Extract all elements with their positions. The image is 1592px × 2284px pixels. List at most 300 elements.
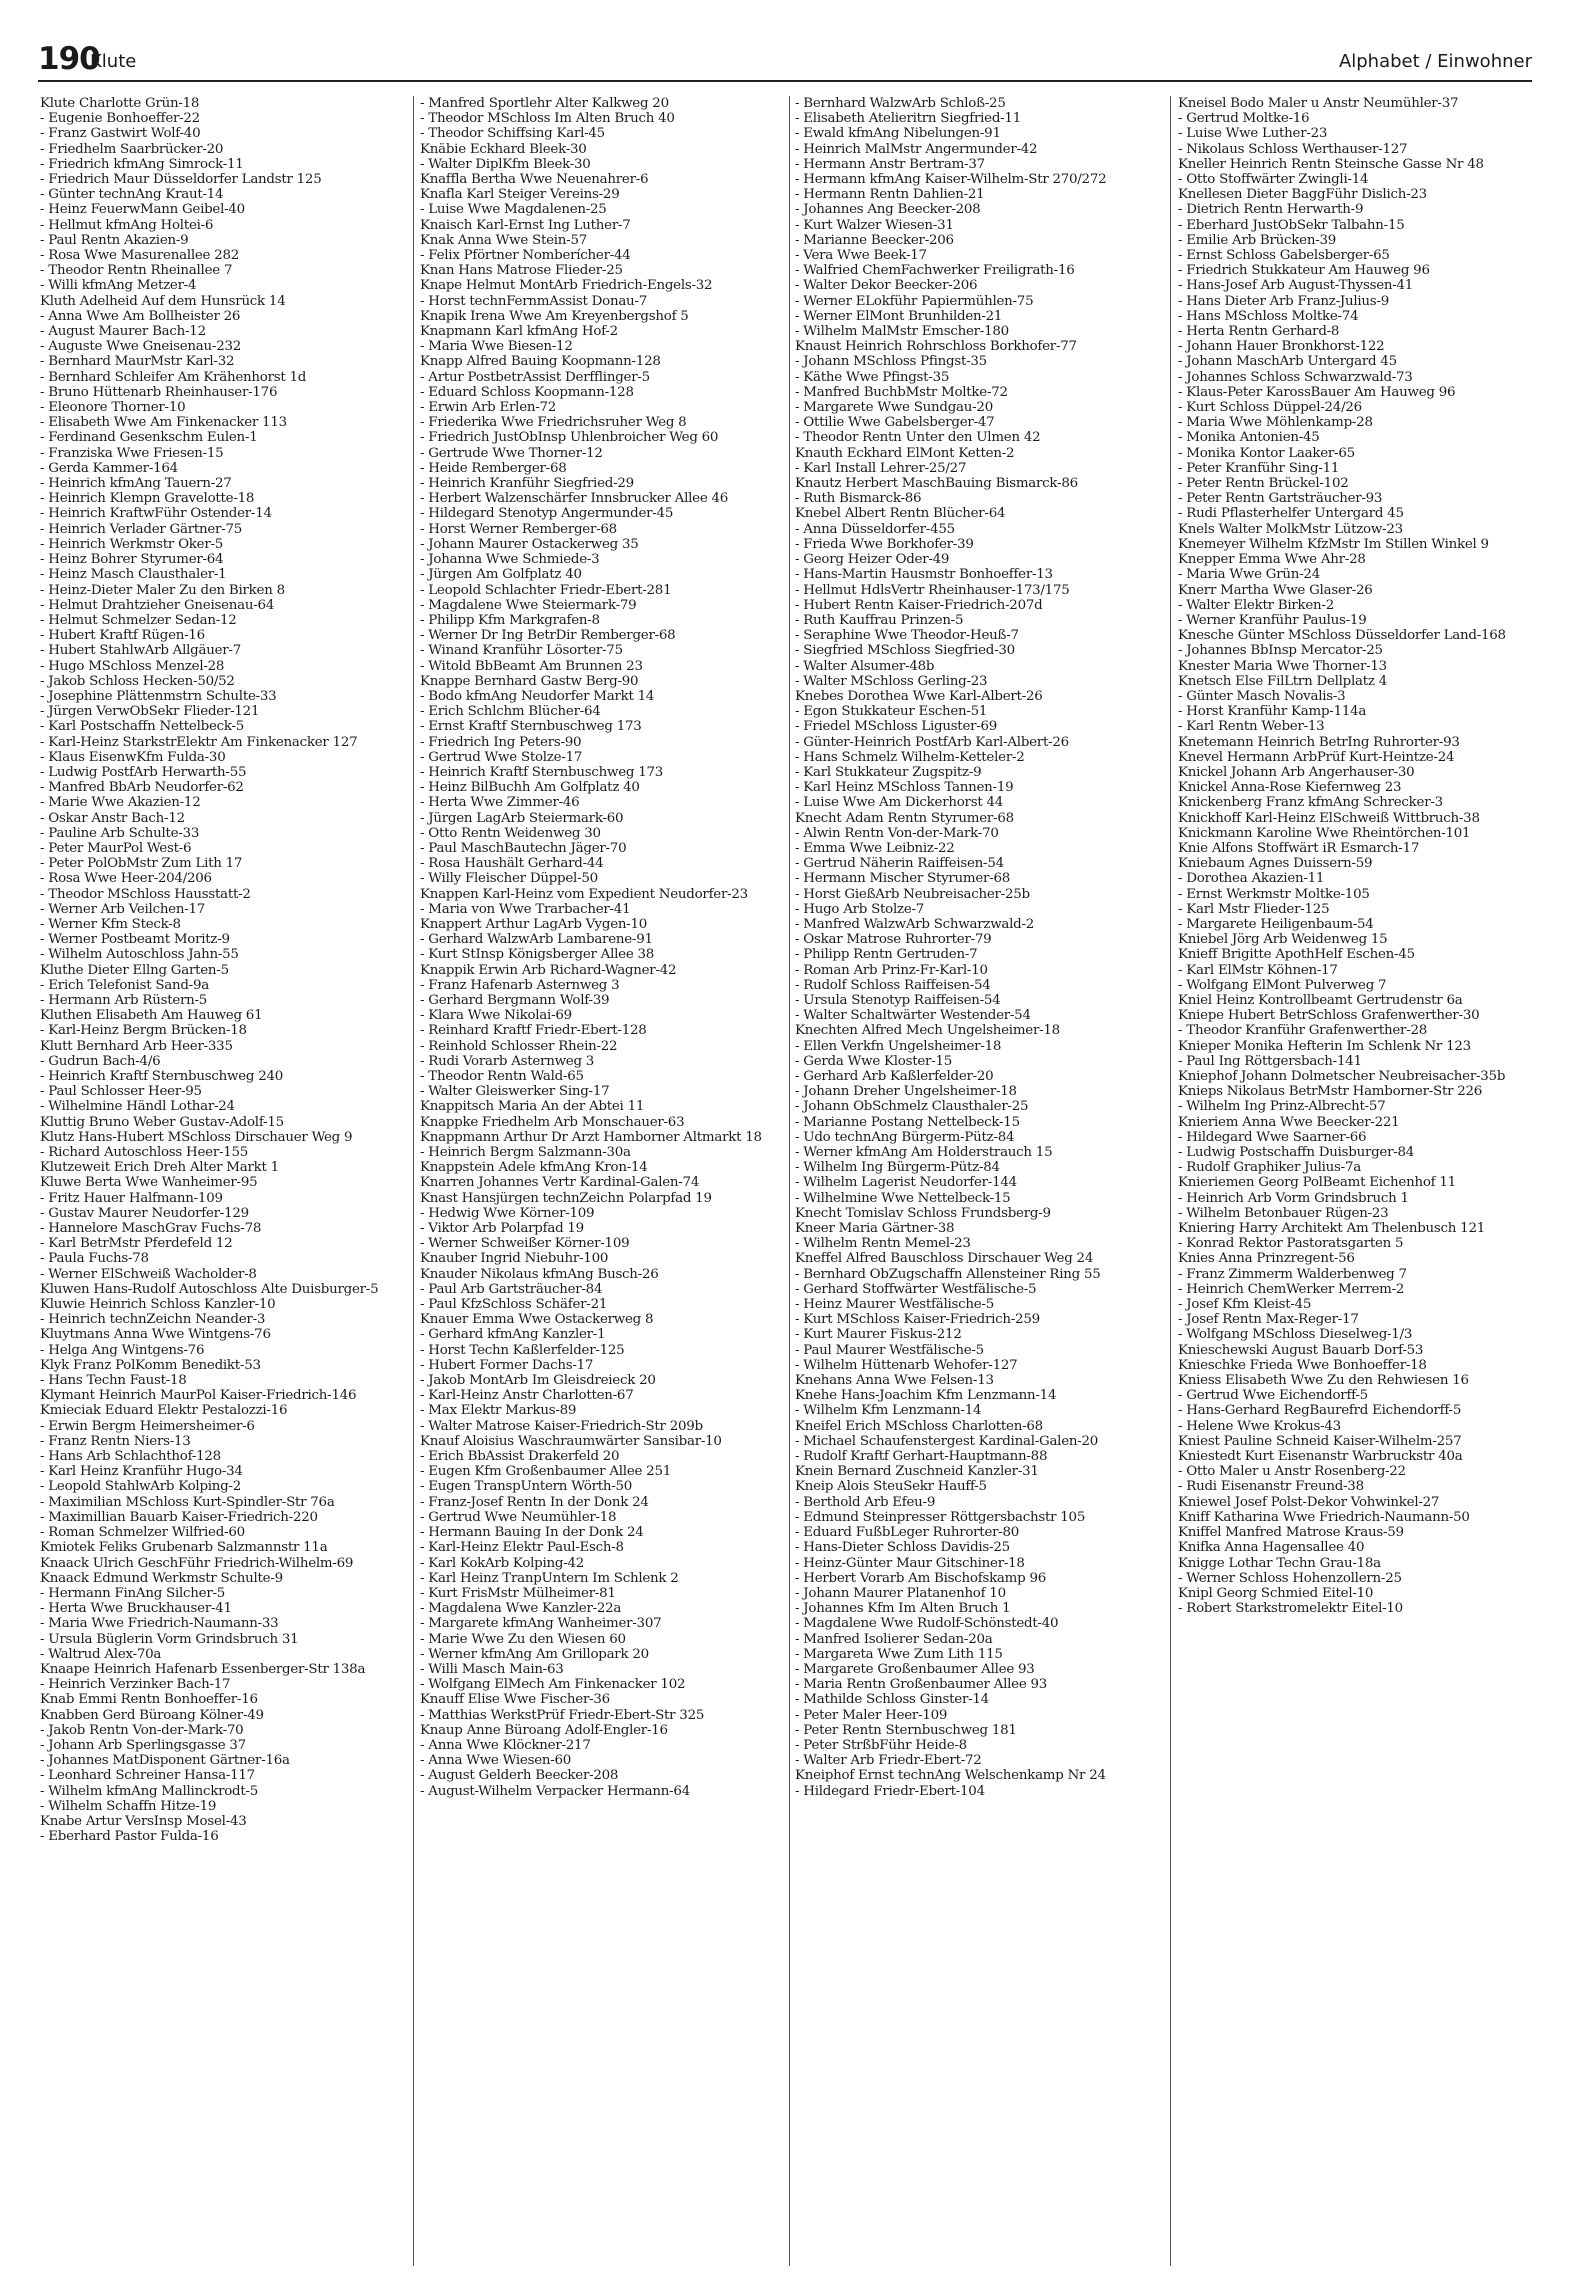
directory-entry: - Erwin Bergm Heimersheimer-6 [40,1418,255,1434]
directory-entry: - Heinrich kfmAng Tauern-27 [40,476,232,492]
directory-entry: Knafla Karl Steiger Vereins-29 [420,187,620,203]
directory-entry: Kmieciak Eduard Elektr Pestalozzi-16 [40,1403,288,1419]
directory-entry: - Walter Dekor Beecker-206 [795,278,978,294]
directory-entry: - Otto Stoffwärter Zwingli-14 [1178,172,1369,188]
directory-entry: - Johann Maurer Ostackerweg 35 [420,536,639,552]
directory-entry: - Felix Pförtner Nomberícher-44 [420,248,631,264]
directory-entry: Klutzeweit Erich Dreh Alter Markt 1 [40,1160,279,1176]
directory-entry: Knepper Emma Wwe Ahr-28 [1178,552,1366,568]
directory-entry: - Walter Gleiswerker Sing-17 [420,1084,610,1100]
directory-entry: Knebel Albert Rentn Blücher-64 [795,506,1006,522]
directory-entry: Knappert Arthur LagArb Vygen-10 [420,916,648,932]
directory-entry: - Gertrud Wwe Neumühler-18 [420,1509,617,1525]
directory-entry: - Ludwig PostfArb Herwarth-55 [40,764,247,780]
directory-entry: - Rudi Vorarb Asternweg 3 [420,1053,595,1069]
directory-entry: - Franz Zimmerm Walderbenweg 7 [1178,1266,1407,1282]
directory-entry: Knie Alfons Stoffwärt iR Esmarch-17 [1178,840,1420,856]
directory-entry: - Friedrich Ing Peters-90 [420,734,582,750]
directory-entry: - Heinz-Dieter Maler Zu den Birken 8 [40,582,285,598]
directory-entry: - Siegfried MSchloss Siegfried-30 [795,643,1015,659]
directory-entry: - Marianne Beecker-206 [795,232,954,248]
directory-entry: - August-Wilhelm Verpacker Hermann-64 [420,1783,690,1799]
directory-entry: - Rosa Wwe Heer-204/206 [40,871,212,887]
directory-entry: - Hildegard Friedr-Ebert-104 [795,1783,985,1799]
directory-entry: Kniebaum Agnes Duissern-59 [1178,856,1373,872]
running-headword: Klute [90,51,137,72]
directory-entry: - Werner Arb Veilchen-17 [40,901,206,917]
directory-entry: - Vera Wwe Beek-17 [795,248,927,264]
directory-entry: - Georg Heizer Oder-49 [795,552,950,568]
directory-entry: - Luise Wwe Luther-23 [1178,126,1328,142]
directory-entry: - Walter DiplKfm Bleek-30 [420,156,591,172]
directory-entry: - Rosa Wwe Masurenallee 282 [40,248,240,264]
directory-entry: Knies Anna Prinzregent-56 [1178,1251,1355,1267]
directory-entry: Klute Charlotte Grün-18 [40,96,200,111]
directory-entry: - Kurt MSchloss Kaiser-Friedrich-259 [795,1312,1040,1328]
directory-entry: - Horst Werner Remberger-68 [420,521,617,537]
directory-entry: - Ernst Werkmstr Moltke-105 [1178,886,1370,902]
directory-entry: - Wolfgang MSchloss Dieselweg-1/3 [1178,1327,1413,1343]
directory-entry: - Friedhelm Saarbrücker-20 [40,141,224,157]
directory-entry: - Otto Maler u Anstr Rosenberg-22 [1178,1464,1406,1480]
directory-entry: Knickenberg Franz kfmAng Schrecker-3 [1178,795,1443,811]
directory-entry: Knigge Lothar Techn Grau-18a [1178,1555,1381,1571]
directory-entry: - Eduard Schloss Koopmann-128 [420,384,634,400]
directory-entry: - Wilhelm Autoschloss Jahn-55 [40,947,239,963]
directory-entry: Knifka Anna Hagensallee 40 [1178,1540,1365,1556]
directory-entry: - Wilhelm Betonbauer Rügen-23 [1178,1205,1389,1221]
directory-entry: - Jakob Rentn Von-der-Mark-70 [40,1722,244,1738]
directory-entry: - Franz-Josef Rentn In der Donk 24 [420,1494,649,1510]
directory-entry: - Theodor MSchloss Im Alten Bruch 40 [420,111,675,127]
directory-entry: Knappmann Arthur Dr Arzt Hamborner Altmarkt 18 [420,1129,762,1145]
directory-entry: - Oskar Anstr Bach-12 [40,810,185,826]
directory-entry: Kniest Pauline Schneid Kaiser-Wilhelm-257 [1178,1433,1462,1449]
directory-entry: - Paul KfzSchloss Schäfer-21 [420,1297,608,1313]
directory-entry: - Artur PostbetrAssist Derfflinger-5 [420,369,650,385]
directory-entry: Kniff Katharina Wwe Friedrich-Naumann-50 [1178,1509,1470,1525]
directory-entry: Kluthen Elisabeth Am Hauweg 61 [40,1008,263,1024]
directory-entry: - Ursula Stenotyp Raiffeisen-54 [795,992,1001,1008]
directory-entry: - Theodor MSchloss Hausstatt-2 [40,886,251,902]
directory-entry: - Wilhelmine Händl Lothar-24 [40,1099,235,1115]
directory-entry: Knester Maria Wwe Thorner-13 [1178,658,1387,674]
directory-entry: Knecht Adam Rentn Styrumer-68 [795,810,1014,826]
directory-entry: - Hans Arb Schlachthof-128 [40,1449,221,1465]
directory-entry: - Ruth Kauffrau Prinzen-5 [795,612,964,628]
directory-entry: - Ellen Verkfn Ungelsheimer-18 [795,1038,1002,1054]
directory-entry: - Monika Antonien-45 [1178,430,1320,446]
directory-entry: - Karl Mstr Flieder-125 [1178,901,1330,917]
directory-entry: Knappe Bernhard Gastw Berg-90 [420,673,639,689]
directory-entry: - Karl-Heinz StarkstrElektr Am Finkenacker 127 [40,734,358,750]
directory-entry: - Bernhard Schleifer Am Krähenhorst 1d [40,369,307,385]
directory-entry: - Magdalena Wwe Kanzler-22a [420,1601,622,1617]
directory-entry: - Seraphine Wwe Theodor-Heuß-7 [795,628,1019,644]
directory-entry: Kneiphof Ernst technAng Welschenkamp Nr 24 [795,1768,1106,1784]
directory-entry: - Horst GießArb Neubreisacher-25b [795,886,1030,902]
directory-entry: - Heinrich MalMstr Angermunder-42 [795,141,1038,157]
directory-entry: - Viktor Arb Polarpfad 19 [420,1221,584,1237]
directory-entry: - Paul Ing Röttgersbach-141 [1178,1053,1362,1069]
directory-entry: Knapmann Karl kfmAng Hof-2 [420,324,618,340]
directory-entry: - Erich Telefonist Sand-9a [40,977,209,993]
directory-entry: - Helga Ang Wintgens-76 [40,1342,205,1358]
directory-entry: - Egon Stukkateur Eschen-51 [795,704,988,720]
directory-entry: - Heinrich Bergm Salzmann-30a [420,1145,631,1161]
directory-entry: - Walfried ChemFachwerker Freiligrath-16 [795,263,1075,279]
directory-entry: - Marie Wwe Akazien-12 [40,795,201,811]
directory-entry: Knauder Nikolaus kfmAng Busch-26 [420,1266,659,1282]
directory-entry: - Manfred Sportlehr Alter Kalkweg 20 [420,96,669,111]
column-divider [413,96,414,2266]
directory-entry: - Bernhard ObZugschaffn Allensteiner Ring 55 [795,1266,1101,1282]
directory-entry: - Anna Wwe Wiesen-60 [420,1753,572,1769]
directory-entry: Knabben Gerd Büroang Kölner-49 [40,1707,264,1723]
directory-entry: - Hermann Arb Rüstern-5 [40,992,208,1008]
directory-entry: - August Gelderh Beecker-208 [420,1768,619,1784]
directory-entry: - Hans Dieter Arb Franz-Julius-9 [1178,293,1389,309]
directory-column-3 [795,96,1160,2271]
directory-entry: - Bernhard WalzwArb Schloß-25 [795,96,1006,111]
directory-entry: - Werner ElSchweiß Wacholder-8 [40,1266,257,1282]
directory-entry: - Leopold StahlwArb Kolping-2 [40,1479,242,1495]
directory-entry: - Maria von Wwe Trarbacher-41 [420,901,631,917]
directory-entry: - Richard Autoschloss Heer-155 [40,1145,249,1161]
directory-entry: - Peter MaurPol West-6 [40,840,192,856]
directory-entry: Knickmann Karoline Wwe Rheintörchen-101 [1178,825,1471,841]
directory-entry: - Ottilie Wwe Gabelsberger-47 [795,415,995,431]
directory-entry: - Jürgen LagArb Steiermark-60 [420,810,624,826]
directory-column-4 [1178,96,1536,2271]
directory-entry: Knäbie Eckhard Bleek-30 [420,141,587,157]
directory-entry: - Hans Schmelz Wilhelm-Ketteler-2 [795,749,1025,765]
directory-entry: Knak Anna Wwe Stein-57 [420,232,587,248]
directory-entry: - Horst Kranführ Kamp-114a [1178,704,1367,720]
directory-entry: - Paul Rentn Akazien-9 [40,232,189,248]
directory-entry: Knieps Nikolaus BetrMstr Hamborner-Str 226 [1178,1084,1483,1100]
directory-column-2 [420,96,785,2271]
directory-entry: Knellesen Dieter BaggFühr Dislich-23 [1178,187,1427,203]
directory-entry: - Waltrud Alex-70a [40,1646,162,1662]
directory-entry: - Gertrud Wwe Stolze-17 [420,749,583,765]
directory-entry: - Maximilian MSchloss Kurt-Spindler-Str 76a [40,1494,335,1510]
directory-entry: - Klara Wwe Nikolai-69 [420,1008,572,1024]
directory-entry: - Wilhelm Ing Bürgerm-Pütz-84 [795,1160,1000,1176]
directory-entry: - Jürgen Am Golfplatz 40 [420,567,582,583]
directory-entry: - Horst technFernmAssist Donau-7 [420,293,647,309]
directory-entry: - Rudolf Graphiker Julius-7a [1178,1160,1361,1176]
directory-entry: - Herta Wwe Zimmer-46 [420,795,580,811]
directory-entry: - Heinz FeuerwMann Geibel-40 [40,202,245,218]
directory-entry: - Hannelore MaschGrav Fuchs-78 [40,1221,262,1237]
directory-entry: Knauber Ingrid Niebuhr-100 [420,1251,609,1267]
directory-entry: - Helmut Schmelzer Sedan-12 [40,612,237,628]
directory-entry: - Manfred BbArb Neudorfer-62 [40,780,244,796]
directory-entry: - Helmut Drahtzieher Gneisenau-64 [40,597,275,613]
directory-entry: - Maximillian Bauarb Kaiser-Friedrich-220 [40,1509,318,1525]
directory-entry: - Peter Maler Heer-109 [795,1707,948,1723]
directory-entry: - Heinz Masch Clausthaler-1 [40,567,227,583]
directory-entry: - Johannes MatDisponent Gärtner-16a [40,1753,290,1769]
directory-entry: - Hermann Bauing In der Donk 24 [420,1525,644,1541]
directory-entry: - Horst Techn Kaßlerfelder-125 [420,1342,625,1358]
directory-entry: - Karl ElMstr Köhnen-17 [1178,962,1338,978]
directory-entry: - Jakob MontArb Im Gleisdreieck 20 [420,1373,656,1389]
directory-entry: - Heinrich Kraftf Sternbuschweg 240 [40,1069,284,1084]
directory-entry: - Werner ElMont Brunhilden-21 [795,308,1003,324]
directory-entry: Kniel Heinz Kontrollbeamt Gertrudenstr 6a [1178,992,1463,1008]
directory-entry: - Eugen Kfm Großenbaumer Allee 251 [420,1464,671,1480]
directory-entry: - Margarete Heiligenbaum-54 [1178,916,1374,932]
directory-entry: - Karl-Heinz Elektr Paul-Esch-8 [420,1540,624,1556]
directory-entry: - Margareta Wwe Zum Lith 115 [795,1646,1003,1662]
directory-entry: - Maria Wwe Möhlenkamp-28 [1178,415,1373,431]
directory-entry: - Oskar Matrose Ruhrorter-79 [795,932,992,948]
directory-entry: - Emma Wwe Leibniz-22 [795,840,955,856]
directory-entry: - Werner Postbeamt Moritz-9 [40,932,230,948]
directory-entry: - Hans Techn Faust-18 [40,1373,187,1389]
directory-entry: - Dorothea Akazien-11 [1178,871,1325,887]
directory-entry: - Matthias WerkstPrüf Friedr-Ebert-Str 325 [420,1707,705,1723]
directory-entry: - Gerhard kfmAng Kanzler-1 [420,1327,606,1343]
directory-entry: - Günter Masch Novalis-3 [1178,688,1346,704]
directory-entry: Knehe Hans-Joachim Kfm Lenzmann-14 [795,1388,1057,1404]
directory-entry: - Ernst Kraftf Sternbuschweg 173 [420,719,642,735]
directory-entry: - Wilhelm MalMstr Emscher-180 [795,324,1009,340]
directory-entry: - Werner kfmAng Am Holderstrauch 15 [795,1145,1053,1161]
directory-entry: - Erich BbAssist Drakerfeld 20 [420,1449,620,1465]
directory-entry: - Heinrich KraftwFühr Ostender-14 [40,506,272,522]
directory-entry: - Konrad Rektor Pastoratsgarten 5 [1178,1236,1404,1252]
directory-entry: - Magdalene Wwe Rudolf-Schönstedt-40 [795,1616,1059,1632]
directory-entry: - Hubert Rentn Kaiser-Friedrich-207d [795,597,1043,613]
directory-entry: Kluytmans Anna Wwe Wintgens-76 [40,1327,271,1343]
directory-entry: - Werner Schweißer Körner-109 [420,1236,630,1252]
directory-entry: - Hugo MSchloss Menzel-28 [40,658,225,674]
directory-entry: - Robert Starkstromelektr Eitel-10 [1178,1601,1403,1617]
directory-entry: - Karl KokArb Kolping-42 [420,1555,585,1571]
directory-entry: Knickel Johann Arb Angerhauser-30 [1178,764,1415,780]
directory-entry: - Mathilde Schloss Ginster-14 [795,1692,989,1708]
directory-entry: - Luise Wwe Magdalenen-25 [420,202,607,218]
directory-entry: - Karl-Heinz Bergm Brücken-18 [40,1023,247,1039]
directory-entry: Knaack Ulrich GeschFühr Friedrich-Wilhelm-69 [40,1555,354,1571]
directory-entry: - Bruno Hüttenarb Rheinhauser-176 [40,384,278,400]
directory-entry: - Karl Install Lehrer-25/27 [795,460,967,476]
directory-entry: - Karl Stukkateur Zugspitz-9 [795,764,982,780]
directory-entry: Knickel Anna-Rose Kiefernweg 23 [1178,780,1402,796]
directory-entry: - Manfred WalzwArb Schwarzwald-2 [795,916,1035,932]
directory-entry: - Gerhard WalzwArb Lambarene-91 [420,932,653,948]
directory-entry: - Hans-Josef Arb August-Thyssen-41 [1178,278,1414,294]
directory-entry: - Friedel MSchloss Liguster-69 [795,719,998,735]
directory-entry: Knappik Erwin Arb Richard-Wagner-42 [420,962,677,978]
directory-entry: - Karl Heinz TranpUntern Im Schlenk 2 [420,1570,679,1586]
directory-entry: - Fritz Hauer Halfmann-109 [40,1190,223,1206]
directory-entry: Knieriem Anna Wwe Beecker-221 [1178,1114,1400,1130]
directory-entry: - Winand Kranführ Lösorter-75 [420,643,623,659]
directory-entry: Knetsch Else FilLtrn Dellplatz 4 [1178,673,1387,689]
directory-entry: - Karl BetrMstr Pferdefeld 12 [40,1236,233,1252]
directory-entry: Klymant Heinrich MaurPol Kaiser-Friedrich-146 [40,1388,357,1404]
directory-entry: - Johannes BbInsp Mercator-25 [1178,643,1383,659]
directory-entry: - Reinhard Kraftf Friedr-Ebert-128 [420,1023,647,1039]
directory-entry: - Ferdinand Gesenkschm Eulen-1 [40,430,258,446]
directory-entry: - Eberhard Pastor Fulda-16 [40,1829,219,1845]
directory-entry: - Roman Schmelzer Wilfried-60 [40,1525,245,1541]
directory-column-1 [40,96,410,2271]
directory-entry: - Walter Elektr Birken-2 [1178,597,1334,613]
directory-entry: - Magdalene Wwe Steiermark-79 [420,597,637,613]
directory-entry: - Werner Schloss Hohenzollern-25 [1178,1570,1402,1586]
directory-entry: - Berthold Arb Efeu-9 [795,1494,936,1510]
directory-entry: - Johann Dreher Ungelsheimer-18 [795,1084,1017,1100]
directory-entry: Knappstein Adele kfmAng Kron-14 [420,1160,648,1176]
directory-entry: - Peter Rentn Sternbuschweg 181 [795,1722,1017,1738]
directory-entry: - Auguste Wwe Gneisenau-232 [40,339,242,355]
directory-entry: - Heinrich Verlader Gärtner-75 [40,521,243,537]
directory-entry: - Heinrich Arb Vorm Grindsbruch 1 [1178,1190,1409,1206]
directory-entry: - Maria Wwe Friedrich-Naumann-33 [40,1616,279,1632]
directory-entry: - Johann MaschArb Untergard 45 [1178,354,1397,370]
directory-entry: Knaape Heinrich Hafenarb Essenberger-Str 138a [40,1661,366,1677]
directory-entry: - Edmund Steinpresser Röttgersbachstr 105 [795,1509,1086,1525]
directory-entry: - Heinrich Klempn Gravelotte-18 [40,491,255,507]
directory-entry: Knab Emmi Rentn Bonhoeffer-16 [40,1692,258,1708]
directory-entry: - Otto Rentn Weidenweg 30 [420,825,601,841]
directory-entry: - Eleonore Thorner-10 [40,400,186,416]
directory-entry: Knieriemen Georg PolBeamt Eichenhof 11 [1178,1175,1456,1191]
directory-entry: - Johannes Kfm Im Alten Bruch 1 [795,1601,1011,1617]
directory-entry: - Hermann kfmAng Kaiser-Wilhelm-Str 270/272 [795,172,1107,188]
directory-entry: - Paul Schlosser Heer-95 [40,1084,202,1100]
directory-entry: - Anna Wwe Am Bollheister 26 [40,308,241,324]
directory-entry: - Paula Fuchs-78 [40,1251,149,1267]
directory-entry: Kniepe Hubert BetrSchloss Grafenwerther-30 [1178,1008,1480,1024]
directory-entry: - Günter-Heinrich PostfArb Karl-Albert-26 [795,734,1069,750]
directory-entry: Kluttig Bruno Weber Gustav-Adolf-15 [40,1114,284,1130]
directory-entry: - Hans-Dieter Schloss Davidis-25 [795,1540,1010,1556]
directory-entry: - Wilhelm Ing Prinz-Albrecht-57 [1178,1099,1386,1115]
directory-entry: - Heinrich Verzinker Bach-17 [40,1677,231,1693]
directory-entry: - Wilhelm kfmAng Mallinckrodt-5 [40,1783,259,1799]
directory-entry: - Willy Fleischer Düppel-50 [420,871,598,887]
directory-entry: Kluthe Dieter Ellng Garten-5 [40,962,229,978]
directory-entry: - Kurt StInsp Königsberger Allee 38 [420,947,655,963]
directory-entry: Knaisch Karl-Ernst Ing Luther-7 [420,217,631,233]
directory-entry: - Philipp Rentn Gertruden-7 [795,947,978,963]
directory-entry: - Heinrich Kraftf Sternbuschweg 173 [420,764,664,780]
directory-entry: - Theodor Rentn Wald-65 [420,1069,584,1084]
directory-entry: - Gertrud Näherin Raiffeisen-54 [795,856,1004,872]
directory-entry: - Alwin Rentn Von-der-Mark-70 [795,825,999,841]
directory-entry: - Michael Schaufenstergest Kardinal-Galen-20 [795,1433,1099,1449]
directory-entry: - Hermann Anstr Bertram-37 [795,156,985,172]
directory-entry: - Heinz Bohrer Styrumer-64 [40,552,224,568]
directory-entry: Kneller Heinrich Rentn Steinsche Gasse Nr 48 [1178,156,1484,172]
directory-entry: - Willi Masch Main-63 [420,1661,564,1677]
directory-entry: - Peter StrßbFühr Heide-8 [795,1737,967,1753]
directory-entry: - Jürgen VerwObSekr Flieder-121 [40,704,260,720]
directory-entry: - Rosa Haushält Gerhard-44 [420,856,604,872]
directory-entry: Knecht Tomislav Schloss Frundsberg-9 [795,1205,1051,1221]
directory-entry: Kneip Alois SteuSekr Hauff-5 [795,1479,987,1495]
directory-entry: - Karl-Heinz Anstr Charlotten-67 [420,1388,634,1404]
directory-entry: - Günter technAng Kraut-14 [40,187,224,203]
directory-entry: Knaust Heinrich Rohrschloss Borkhofer-77 [795,339,1077,355]
directory-entry: - Hubert Kraftf Rügen-16 [40,628,205,644]
directory-entry: - Maria Wwe Biesen-12 [420,339,573,355]
directory-entry: - Rudi Pflasterhelfer Untergard 45 [1178,506,1404,522]
directory-entry: - Paul Arb Gartsträucher-84 [420,1281,603,1297]
directory-entry: - Friederika Wwe Friedrichsruher Weg 8 [420,415,687,431]
directory-entry: - Ewald kfmAng Nibelungen-91 [795,126,1001,142]
directory-entry: - Frieda Wwe Borkhofer-39 [795,536,974,552]
directory-entry: - Rudi Eisenanstr Freund-38 [1178,1479,1364,1495]
directory-entry: - Johann MSchloss Pfingst-35 [795,354,987,370]
directory-entry: - Heinrich Werkmstr Oker-5 [40,536,224,552]
directory-entry: - Leonhard Schreiner Hansa-117 [40,1768,255,1784]
directory-entry: - Karl Heinz MSchloss Tannen-19 [795,780,1014,796]
directory-entry: - Helene Wwe Krokus-43 [1178,1418,1341,1434]
directory-entry: - Hermann FinAng Silcher-5 [40,1585,226,1601]
page-number: 190 [38,41,100,77]
directory-entry: - Maria Rentn Großenbaumer Allee 93 [795,1677,1048,1693]
directory-entry: Knerr Martha Wwe Glaser-26 [1178,582,1373,598]
directory-entry: Kniess Elisabeth Wwe Zu den Rehwiesen 16 [1178,1373,1469,1389]
directory-entry: Kluth Adelheid Auf dem Hunsrück 14 [40,293,286,309]
directory-entry: Knarren Johannes Vertr Kardinal-Galen-74 [420,1175,700,1191]
directory-entry: Knappitsch Maria An der Abtei 11 [420,1099,645,1115]
directory-entry: - Leopold Schlachter Friedr-Ebert-281 [420,582,672,598]
directory-entry: - Ernst Schloss Gabelsberger-65 [1178,248,1390,264]
directory-entry: Knauff Elise Wwe Fischer-36 [420,1692,610,1708]
directory-entry: - Werner Dr Ing BetrDir Remberger-68 [420,628,676,644]
directory-entry: - Wilhelmine Wwe Nettelbeck-15 [795,1190,1011,1206]
directory-entry: - Bodo kfmAng Neudorfer Markt 14 [420,688,655,704]
directory-entry: Knaffla Bertha Wwe Neuenahrer-6 [420,172,649,188]
directory-entry: - Friedrich JustObInsp Uhlenbroicher Weg 60 [420,430,719,446]
directory-entry: Knan Hans Matrose Flieder-25 [420,263,623,279]
directory-entry: Kneer Maria Gärtner-38 [795,1221,955,1237]
directory-entry: - Walter Alsumer-48b [795,658,935,674]
directory-entry: - Manfred BuchbMstr Moltke-72 [795,384,1008,400]
directory-entry: - Peter PolObMstr Zum Lith 17 [40,856,243,872]
directory-entry: Klyk Franz PolKomm Benedikt-53 [40,1357,261,1373]
directory-entry: - Heinz-Günter Maur Gitschiner-18 [795,1555,1025,1571]
directory-entry: - Klaus EisenwKfm Fulda-30 [40,749,226,765]
directory-entry: Klutt Bernhard Arb Heer-335 [40,1038,233,1054]
directory-entry: - Eduard FußbLeger Ruhrorter-80 [795,1525,1020,1541]
directory-entry: Kluwie Heinrich Schloss Kanzler-10 [40,1297,276,1313]
directory-entry: - Peter Rentn Brückel-102 [1178,476,1349,492]
directory-entry: - Wilhelm Schaffn Hitze-19 [40,1798,217,1814]
directory-entry: - August Maurer Bach-12 [40,324,206,340]
directory-entry: - Hermann Mischer Styrumer-68 [795,871,1011,887]
directory-entry: - Margarete Großenbaumer Allee 93 [795,1661,1035,1677]
directory-entry: - Heinrich Kranführ Siegfried-29 [420,476,634,492]
directory-entry: Knaup Anne Büroang Adolf-Engler-16 [420,1722,668,1738]
directory-entry: - Herta Rentn Gerhard-8 [1178,324,1340,340]
directory-entry: - Karl Rentn Weber-13 [1178,719,1325,735]
directory-entry: - Theodor Kranführ Grafenwerther-28 [1178,1023,1428,1039]
directory-entry: Knesche Günter MSchloss Düsseldorfer Land-168 [1178,628,1506,644]
directory-entry: - Johann ObSchmelz Clausthaler-25 [795,1099,1029,1115]
directory-entry: - Friedrich Maur Düsseldorfer Landstr 125 [40,172,322,188]
directory-entry: - Kurt Maurer Fiskus-212 [795,1327,962,1343]
directory-entry: - Dietrich Rentn Herwarth-9 [1178,202,1364,218]
